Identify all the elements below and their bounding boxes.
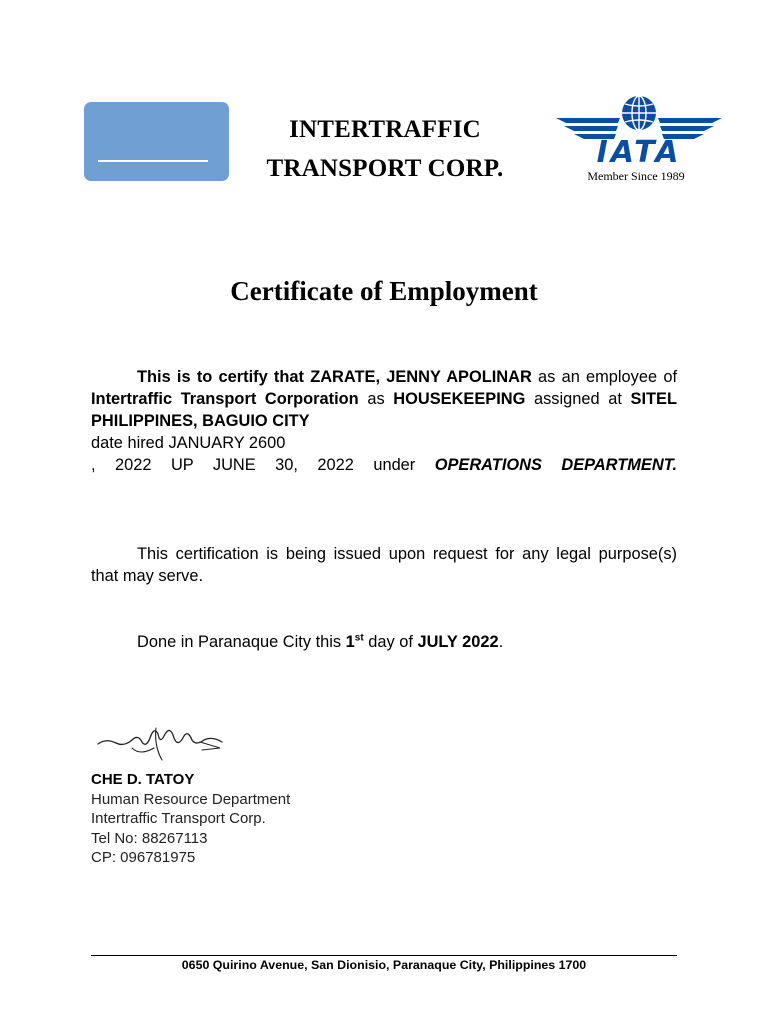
footer-divider [91, 955, 677, 956]
period-text: . [498, 633, 504, 651]
company-name-line2: TRANSPORT CORP. [266, 155, 504, 182]
signatory-company: Intertraffic Transport Corp. [91, 810, 266, 827]
issuance-lead: Done in Paranaque City this [137, 633, 346, 651]
employee-of-text: as an employee of [531, 368, 677, 386]
company-name-line1: INTERTRAFFIC [289, 116, 481, 143]
signature-icon [92, 718, 232, 764]
signatory-name: CHE D. TATOY [91, 771, 195, 788]
date-hired: date hired JANUARY 2600 [91, 434, 286, 452]
company-logo [84, 102, 229, 181]
issue-month-year: JULY 2022 [417, 633, 499, 651]
company-name [240, 110, 530, 188]
certification-paragraph [91, 366, 677, 476]
certificate-title: Certificate of Employment [230, 276, 538, 306]
employment-period-line [91, 454, 677, 476]
signatory-tel: Tel No: 88267113 [91, 829, 208, 847]
assignment-location: SITEL PHILIPPINES, BAGUIO CITY [91, 390, 677, 430]
employer-name: Intertraffic Transport Corporation [91, 390, 359, 408]
as-text: as [358, 390, 394, 408]
issuance-paragraph [137, 631, 503, 653]
employment-period: , 2022 UP JUNE 30, 2022 under [91, 456, 435, 474]
member-since: Member Since 1989 [587, 169, 685, 183]
day-of-text: day of [363, 633, 418, 651]
certify-lead: This is to certify that [137, 368, 311, 386]
department-name: OPERATIONS DEPARTMENT. [434, 456, 678, 474]
logo-line [98, 160, 208, 162]
signatory-block [91, 770, 290, 868]
issue-day: 1 [345, 633, 355, 651]
footer-address: 0650 Quirino Avenue, San Dionisio, Paranaque City, Philippines 1700 [181, 958, 587, 972]
employee-position: HOUSEKEEPING [393, 390, 526, 408]
assigned-at-text: assigned at [525, 390, 631, 408]
purpose-paragraph: This certification is being issued upon request for any legal purpose(s) that may serve. [91, 545, 677, 585]
employee-name: ZARATE, JENNY APOLINAR [310, 368, 532, 386]
iata-logo-text: IATA [596, 135, 682, 170]
signatory-department: Human Resource Department [91, 790, 291, 808]
issue-day-suffix: st [354, 632, 364, 644]
signatory-cp: CP: 096781975 [91, 849, 196, 866]
